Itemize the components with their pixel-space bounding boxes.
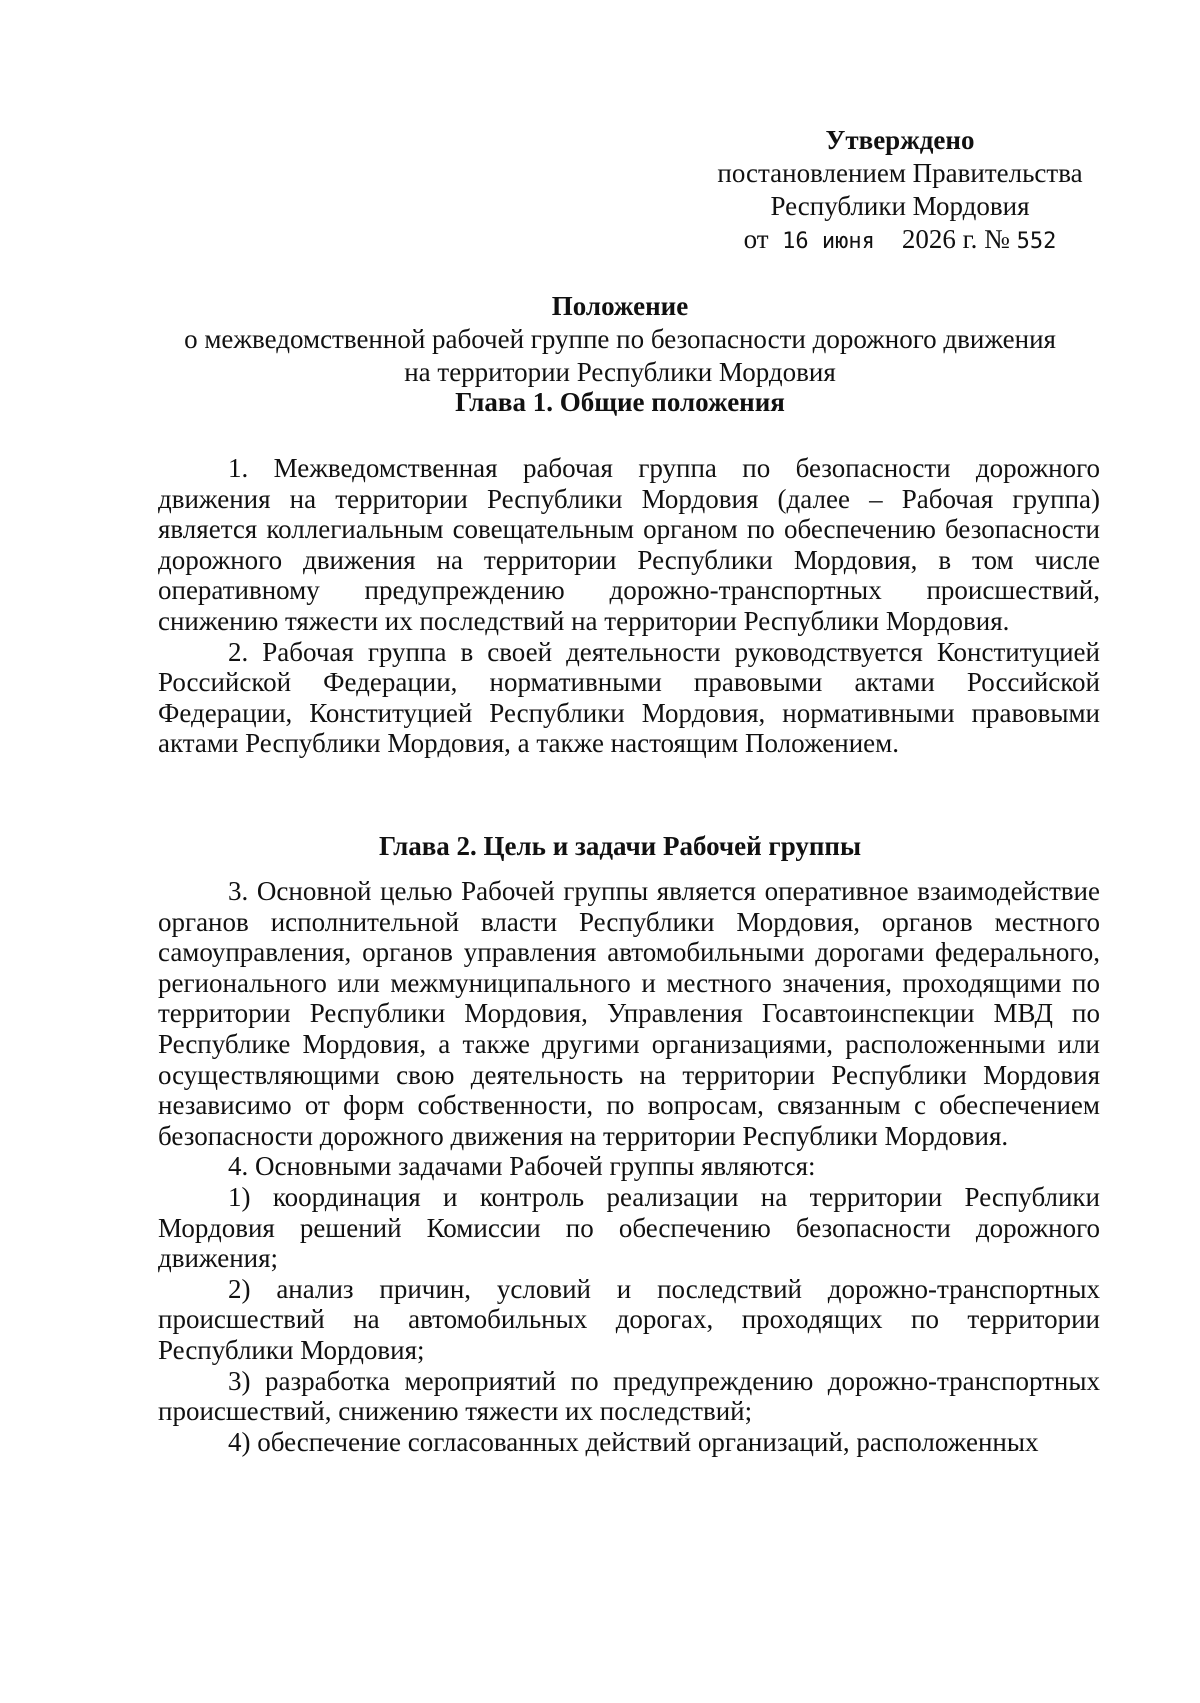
chapter-2-heading: Глава 2. Цель и задачи Рабочей группы [378,831,862,861]
approval-number: 552 [1016,229,1057,254]
approval-year: 2026 г. № [901,224,1010,254]
chapter-1-body [158,453,1100,759]
title-line-2: на территории Республики Мордовия [404,357,836,387]
title-line-1: о межведомственной рабочей группе по безопасности дорожного движения [184,324,1056,354]
approval-line-1: постановлением Правительства [717,158,1083,188]
chapter-2-body [158,876,1100,1457]
approval-block [700,124,1100,258]
approval-from: от [743,224,769,254]
list-item-2: 2) анализ причин, условий и последствий дорожно-транспортных происшествий на автомобильных дорогах, проходящих по территории Республики Мордовия; [158,1273,1100,1365]
document-title [140,290,1100,389]
paragraph-1: 1. Межведомственная рабочая группа по безопасности дорожного движения на территории Республики Мордовия (далее – Рабочая группа) является коллегиальным совещательным органом по обеспечению безопасности дорожного движения на территории Республики Мордовия, в том числе оперативному предупреждению дорожно-транспортных происшествий, снижению тяжести их последствий на территории Республики Мордовия. [158,453,1100,636]
approval-line-2: Республики Мордовия [770,191,1030,221]
chapter-1-heading: Глава 1. Общие положения [455,387,785,417]
list-item-4: 4) обеспечение согласованных действий организаций, расположенных [228,1426,1039,1457]
paragraph-3: 3. Основной целью Рабочей группы является оперативное взаимодействие органов исполнительной власти Республики Мордовия, органов местного самоуправления, органов управления автомобильными дорогами федерального, регионального или межмуниципального и местного значения, проходящими по территории Республики Мордовия, Управления Госавтоинспекции МВД по Республике Мордовия, а также другими организациями, расположенными или осуществляющими свою деятельность на территории Республики Мордовия независимо от форм собственности, по вопросам, связанным с обеспечением безопасности дорожного движения на территории Республики Мордовия. [158,876,1100,1151]
approval-date: 16 июня [782,229,875,254]
paragraph-2: 2. Рабочая группа в своей деятельности руководствуется Конституцией Российской Федерации, нормативными правовыми актами Российской Федерации, Конституцией Республики Мордовия, нормативными правовыми актами Республики Мордовия, а также настоящим Положением. [158,636,1100,759]
title-main: Положение [551,291,689,321]
list-item-1: 1) координация и контроль реализации на территории Республики Мордовия решений Комиссии по обеспечению безопасности дорожного движения; [158,1181,1100,1274]
paragraph-4: 4. Основными задачами Рабочей группы являются: [228,1151,816,1182]
approval-date-line [700,223,1100,258]
list-item-3: 3) разработка мероприятий по предупреждению дорожно-транспортных происшествий, снижению тяжести их последствий; [158,1365,1100,1427]
approval-label: Утверждено [825,125,975,155]
